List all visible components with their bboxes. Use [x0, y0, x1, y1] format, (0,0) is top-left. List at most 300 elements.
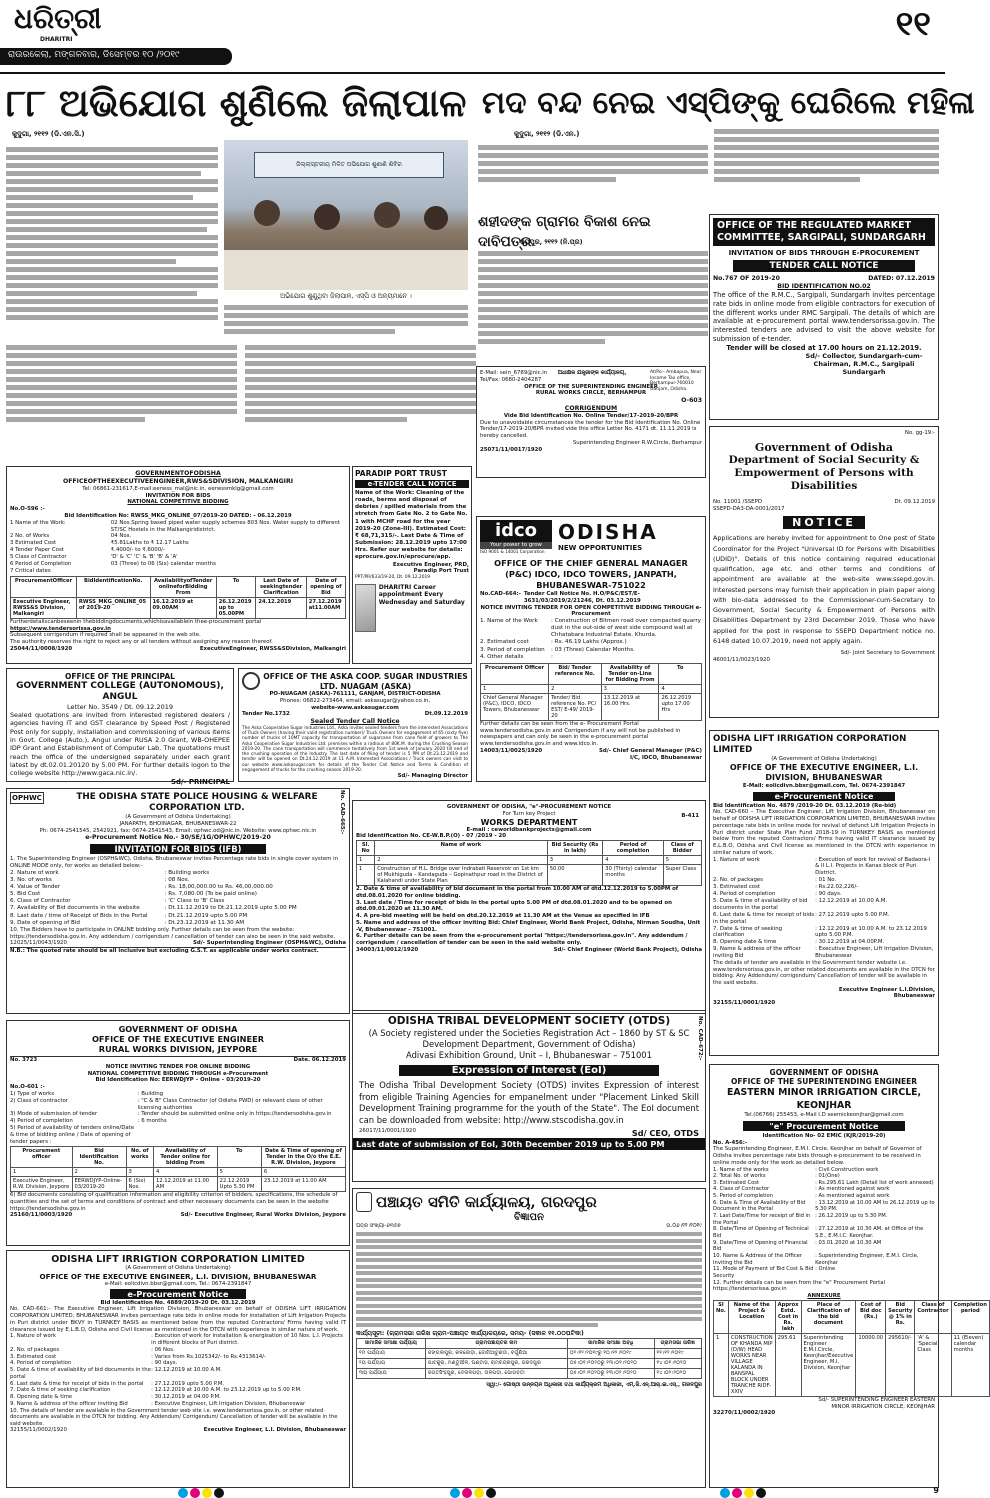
ad-ophwc-rows: [10, 870, 346, 927]
ad-aska-tcn: Sealed Tender Call Notice: [310, 718, 400, 725]
detail-value: : 26.12.2019 up to 5.30 PM.: [815, 1213, 888, 1220]
detail-value: : 90 days.: [151, 1360, 178, 1367]
ad-wd-note-1: 3. Last date / Time for receipt of bids in the portal upto 5.00 PM of dtd.08.01.2020 and to be opened on dtd.09.01.2020 at 11.30 AM.: [356, 899, 672, 913]
ad-wd-note-0: 2. Date & time of availability of bid document in the portal from 10.00 AM of dtd.12.12.2019 to 5.00PM of dtd.08.01.2020 for online bidding.: [356, 886, 679, 899]
ad-ssepd-code: 46001/11/0023/1920: [713, 656, 770, 663]
detail-value: : 03.01.2020 at 10.30 AM: [815, 1239, 882, 1246]
detail-key: 4 Tender Paper Cost: [10, 547, 64, 554]
detail-key: 7 Critical dates: [10, 567, 51, 574]
panchayat-emblem: [356, 1192, 372, 1212]
ad-rws-title: INVITATION FOR BIDS: [145, 492, 211, 499]
ad-rw-tel: Tel/Fax: 0680-2404287: [480, 376, 542, 383]
detail-key: 8. Opening date & time: [713, 939, 777, 946]
ad-paradip-title: e-TENDER CALL NOTICE: [355, 480, 469, 488]
detail-value: : Tender should be submitted online only in https://tendersodisha.gov.in: [137, 1111, 332, 1118]
ad-idco-further: Further details can be seen from the e- Procurement Portal www.tendersodisha.gov.in and Corrigendum if any will not be published in newspapers and can only be seen in the e-procurement portal www.tendersodisha.gov.in and www.idco.in.: [480, 720, 681, 748]
ad-pan-title: ପଞ୍ଚାୟତ ସମିତି କାର୍ଯ୍ୟାଳୟ, ଗରଦପୁର: [376, 1193, 597, 1211]
ad-ophwc-inv: INVITATION FOR BIDS (IFB): [90, 844, 266, 854]
ad-ophwc-note: 10. The Bidders have to participate in ONLINE bidding only. Further details can be seen from the website: https://tendersodisha.gov.in. Any addendum / corrigendum / cancellation of tender can also be seen in the said website.: [10, 926, 336, 940]
ad-aska-addr: PO-NUAGAM (ASKA)-761111, GANJAM, DISTRICT-ODISHA: [269, 691, 441, 697]
detail-row: [10, 1111, 346, 1118]
detail-key: 1 Name of the Work:: [10, 519, 66, 526]
ad-lir-eproc: e-Procurement Notice: [753, 792, 895, 801]
ad-otds-code: 26017/11/0001/1920: [359, 1128, 416, 1134]
detail-key: 4. Period of completion: [10, 1360, 72, 1367]
detail-value: : Dt.11.12.2019 to Dt.21.12.2019 upto 5.00 PM: [164, 905, 297, 912]
detail-row: [713, 1180, 935, 1187]
ad-rw-berhampur: [476, 366, 706, 478]
ad-rmc-body: The office of the R.M.C., Sargipali, Sundargarh invites percentage rate bids in online mode from eligible contractors for execution of the different works under RMC Sargipali. The details of which are available at e-procurement portal www.tendersorissa.gov.in. The interested tenders are advised to visit the above website for submission of e-tender.: [713, 290, 935, 344]
ad-idco: [476, 516, 706, 782]
ad-otds-addr: Adivasi Exhibition Ground, Unit – I, Bhubaneswar – 751001: [406, 1050, 652, 1060]
ad-paradip-career: [355, 584, 469, 632]
detail-row: [10, 1401, 346, 1408]
detail-key: 2. No. of packages: [713, 877, 763, 884]
footer-registration: [0, 1488, 945, 1497]
detail-row: [10, 1118, 346, 1125]
ad-ophwc-sign: Sd/- Superintending Engineer (OSPH&WC), Odisha: [192, 940, 346, 947]
detail-key: 11. Mode of Payment of Bid Cost & Bid Security: [713, 1266, 814, 1279]
ad-emic-sign: Sd/- SUPERINTENDING ENGINEER EASTERN MINOR IRRIGATION CIRCLE, KEONJHAR: [818, 1396, 935, 1410]
detail-value: 'D' & 'C' 'C' & 'B' 'B' & 'A': [110, 554, 178, 561]
ad-rws-office: OFFICEOFTHEEXECUTIVEENGINEER,RWS&SDIVISION, MALKANGIRI: [62, 477, 294, 485]
detail-row: [10, 1360, 346, 1367]
ad-lir-sign: Executive Engineer L.I.Division, Bhubaneswar: [838, 986, 935, 1000]
detail-value: : 06 Nos.: [151, 1346, 175, 1353]
ad-aska-dt: Dt.09.12.2019: [424, 711, 468, 718]
ad-idco-ref: Tender Call Notice No. H.O/P&C/EST/E-3631/03/2019/2/21246, Dt. 03.12.2019: [523, 591, 641, 604]
ad-emic-code: 32270/11/0002/1920: [713, 1410, 776, 1417]
detail-value: : 01(One): [815, 1173, 840, 1180]
detail-value: : Rs.295.61 Lakh (Detail list of work annexed): [815, 1179, 934, 1186]
story-left-bottom: [6, 342, 476, 442]
detail-row: [10, 540, 346, 547]
ad-lil-code: 32155/11/0002/1920: [10, 1427, 67, 1434]
story-right-dateline: କୁଦୁଗା, ୨୧୧୨ (ଡି.ଏନ.): [514, 130, 580, 138]
detail-row: [10, 554, 346, 561]
photo-banner: [254, 152, 444, 178]
ad-rws-table: ProcurementOfficer BidIdentificationNo. AvailabilityofTender onlineforBidding From To Last Date of seekingtender Clarification Date of opening of Bid Executive Engineer, RWSS&S Division, Malkangiri RWSS_MKG_ONLINE_05 of 2019-20 16.12.2019 at 09.00AM 26.12.2019 up to 05.00PM 24.12.2019 27.12.2019 at11.00AM: [10, 576, 346, 619]
detail-value: : 12.12.2019 at 10.00 A.M. to 23.12.2019 upto 5.00 P.M.: [815, 925, 927, 939]
detail-value: : As mentioned against work: [815, 1186, 890, 1193]
detail-key: 3. No. of works: [10, 876, 52, 883]
masthead-logo-sub: DHARITRI: [40, 36, 73, 43]
ad-rwj-ncb: NATIONAL COMPETITIVE BIDDING THROUGH e-Procurement: [87, 1070, 269, 1077]
detail-key: 3. Estimated Cost: [713, 1179, 759, 1186]
ad-emic-eproc: "e" Procurement Notice: [743, 1121, 905, 1131]
ad-otds-last: Last date of submission of EoI, 30th December 2019 up to 5.00 PM: [353, 1138, 705, 1150]
detail-value: : Dt.23.12.2019 at 11.30 AM: [164, 919, 245, 926]
detail-key: 5) Period of availability of tenders online/Date & time of bidding online / Date of opening of tender papers :: [10, 1125, 135, 1146]
ad-emic-annex: ANNEXURE: [807, 1293, 841, 1300]
detail-row: [713, 877, 935, 884]
ad-lil-email: e-Mail: eolicdivn.bbsr@gmail.com, Tel.: 0674-2391847: [104, 1280, 252, 1287]
ad-ophwc-contact: Ph: 0674-2541545, 2542921, fax: 0674-2541543, Email: ophwc.od@nic.in. Website: www.ophwc.nic.in: [39, 827, 317, 834]
ad-ssepd-dept: Department of Social Security & Empowerment of Persons with Disabilities: [728, 453, 920, 492]
ad-rw-jeypore: [6, 1020, 350, 1246]
ad-rwj-office: OFFICE OF THE EXECUTIVE ENGINEER: [91, 1034, 265, 1044]
ad-rwj-table: Procurement officer Bid Identification No. No. of works Availability of Tender online for bidding From To Date & Time of opening of Tender in the O/o the E.E. R.W. Division, Jeypore 1 2 3 4 5 6 Executive Engineer, R.W. Division, Jeypore EERWDJYP-Online-03/2019-20 6 (Six) Nos. 12.12.2019 at 11.00 AM 22.12.2019 Upto 5.30 PM 23.12.2019 at 11.00 AM: [10, 1146, 346, 1192]
ad-emic-title: EASTERN MINOR IRRIGATION CIRCLE, KEONJHAR: [726, 1087, 922, 1111]
detail-key: 5. Bid Cost: [10, 891, 41, 898]
ad-rw-at: At/Po:- Ambapua, Near Income Tax office, Berhampur-760010 Ganjam, Odisha.: [650, 370, 702, 392]
ad-rwj-note: 6) Bid documents consisting of qualification information and eligibility criterion of bidders, specifications, the schedule of quantities and the set of terms and conditions of contract and other necessary documents can be seen in the website https://tendersodisha.gov.in: [10, 1192, 338, 1212]
story-right-subbody: [478, 248, 708, 368]
detail-row: [713, 1186, 935, 1193]
ad-otds-side: No. CAD-672:-: [697, 1016, 703, 1061]
ad-ssepd-body: Applications are hereby invited for appointment to One post of State Coordinator for the Project "Universal ID for Persons with Disabilities (UDID)". Details of this notice containing required educational qualification, age etc. and other terms and conditions of appointment are available at the web-site www.ssepd.gov.in. Interested persons may furnish their application in plain paper along with bio-data addressed to the Commissioner-cum-Secretary to Government, Social Security & Empowerment of Persons with Disabilities Department by 23rd December 2019. Those who have applied for the post in response to SSEPD Department notice no. 6148 dated 10.07.2019, need not apply again.: [713, 534, 935, 645]
detail-row: [713, 857, 935, 878]
detail-key: 2. Total No. of works: [713, 1173, 766, 1180]
ad-rws-code: 25044/11/0008/1920: [10, 645, 73, 652]
ad-wd-gov: GOVERNMENT OF ODISHA, "e"-PROCUREMENT NOTICE: [446, 804, 612, 810]
story-left-photo-caption: ଅଭିଯୋଗ ଶୁଣୁଥିବା ଜିଲାପାଳ, ଏସ୍‌ପି ଓ ଅନ୍ୟମାନେ ।: [280, 292, 412, 300]
ad-otds-eoi: Expression of Interest (EoI): [399, 1065, 659, 1076]
ad-rw-office-odia: ଅଧୀକ୍ଷକ ଯନ୍ତ୍ରୀଙ୍କ କାର୍ଯ୍ୟାଳୟ,: [557, 370, 627, 376]
ad-rw-cor: CORRIGENDUM: [564, 404, 618, 412]
detail-row: [10, 1387, 346, 1394]
ad-ssepd: [709, 426, 939, 718]
detail-row: [10, 1333, 346, 1347]
ad-aska-phones: Phones: 06822-273464, email: askasugar@yahoo.co.in,: [279, 697, 431, 704]
detail-key: 4. Class of Contractor: [713, 1186, 770, 1193]
detail-row: [713, 939, 935, 946]
detail-key: 9. Date of opening of Bid: [10, 919, 80, 926]
ad-lir-office: OFFICE OF THE EXECUTIVE ENGINEER, L.I. DIVISION, BHUBANESWAR: [729, 762, 919, 782]
detail-value: : 08 Nos.: [164, 876, 190, 883]
detail-row: [10, 920, 346, 927]
detail-row: [713, 1167, 935, 1174]
story-left-dateline: କୁଦୁଗା, ୨୧୧୨ (ଡି.ଏନ.ସି.): [12, 130, 85, 138]
ad-lil-sub: (A Government of Odisha Undertaking): [125, 1265, 231, 1271]
career-image: [355, 584, 376, 632]
ad-rwj-gov: GOVERNMENT OF ODISHA: [118, 1024, 238, 1034]
ad-aska-title: OFFICE OF THE ASKA COOP. SUGAR INDUSTRIES LTD. NUAGAM (ASKA): [263, 672, 468, 691]
ad-ssepd-ref-top: No. gg-19:-: [904, 430, 935, 436]
ad-ophwc-nb: N.B.: The quoted rate should be all inclusive but excluding G.S.T. as applicable under works contract.: [10, 947, 346, 955]
detail-row: [713, 926, 935, 940]
detail-key: 8. Last date / time of Receipt of Bids in the Portal: [10, 912, 148, 919]
detail-row: [713, 1193, 935, 1200]
ad-rwj-code: 25160/11/0003/1920: [10, 1212, 73, 1219]
ad-rmc-no: No.767 OF 2019-20: [713, 275, 780, 282]
detail-value: : Construction of Bitmen road over compacted quarry dust in the out-side of west side compound wall at Chhatabara Industrial Estate, Khurda.: [551, 618, 701, 639]
detail-key: 2. No. of packages: [10, 1346, 60, 1353]
odisha-logo: ODISHA NEW OPPORTUNITIES: [558, 520, 658, 552]
detail-value: : Execution of work for revival of Badaora-I & II L.I. Projects in Kanas block of Puri District.: [815, 856, 931, 877]
ad-aska-tno: Tender No.1732: [242, 711, 290, 718]
ad-otds-sign: Sd/ CEO, OTDS: [631, 1128, 699, 1138]
ophwc-logo: OPHWC: [12, 794, 42, 802]
ad-rw-office: OFFICE OF THE SUPERINTENDING ENGINEER: [524, 383, 658, 390]
detail-row: [10, 568, 346, 575]
detail-row: [713, 891, 935, 898]
detail-row: [480, 647, 702, 654]
ad-lil-bid: Bid Identification No. 4889/2019-20 Dt. 03.12.2019: [100, 1299, 256, 1306]
detail-key: 9. Name & address of the officer inviting Bid: [10, 1400, 128, 1407]
ad-wd-ref: B-411: [681, 813, 699, 819]
ad-rw-sign: Superintending Engineer R.W.Circle, Berhampur: [572, 439, 702, 446]
ad-ssepd-dt: Dt. 09.12.2019: [894, 498, 935, 505]
ad-wd-title: WORKS DEPARTMENT: [480, 817, 578, 827]
ad-lil-sign: Executive Engineer, L.I. Division, Bhubaneswar: [203, 1427, 346, 1434]
ad-rmc-title: OFFICE OF THE REGULATED MARKET COMMITTEE, SARGIPALI, SUNDARGARH: [713, 218, 935, 246]
ad-rws-gov: GOVERNMENTOFODISHA: [135, 470, 221, 477]
ad-aska-sign: Sd/- Managing Director: [397, 773, 468, 780]
footer-page-small: 9: [933, 1486, 939, 1495]
detail-row: [480, 654, 702, 661]
detail-row: [10, 898, 346, 905]
ad-ophwc-title: THE ODISHA STATE POLICE HOUSING & WELFARE CORPORATION LTD.: [76, 792, 318, 813]
ad-lir-rows: [713, 857, 935, 961]
ad-ophwc-intro: 1. The Superintending Engineer (OSPH&WC), Odisha, Bhubaneswar invites Percentage rate bids in single cover system in ONLINE MODE only, for works as detailed below:-: [10, 856, 339, 869]
ad-rws-sign: ExecutiveEngineer, RWSS&SDivision, Malkangiri: [199, 645, 346, 652]
detail-value: : 13.12.2019 at 10.00 AM to 26.12.2019 up to 5.30 PM.: [815, 1199, 935, 1213]
detail-value: : 27.12.2019 upto 5.00 P.M.: [151, 1380, 225, 1387]
detail-row: [10, 1091, 346, 1098]
ad-rw-email: E-Mail: sein_6789@nic.in: [480, 370, 548, 376]
ad-rws-url[interactable]: https://www.tendersorissa.gov.in: [10, 625, 111, 632]
detail-value: ₹.4000/- to ₹.6000/-: [110, 547, 165, 554]
ad-paradip-sign2: Paradip Port Trust: [413, 568, 469, 575]
detail-value: : 27.12.2019 at 10.30 AM. at Office of the S.E., E.M.I.C. Keonjhar.: [815, 1226, 924, 1240]
photo-banner-text: ଜିଲ୍ଲାସ୍ତରୀୟ ମିଳିତ ଅଭିଯୋଗ ଶୁଣାଣି ଶିବିର: [296, 161, 402, 168]
ad-idco-title: OFFICE OF THE CHIEF GENERAL MANAGER (P&C) IDCO, IDCO TOWERS, JANPATH, BHUBANESWAR-751022: [494, 558, 688, 590]
detail-value: :: [551, 653, 553, 660]
detail-row: [713, 1200, 935, 1213]
ad-rmc-bid: BID IDENTIFICATION NO.02: [777, 282, 871, 290]
idco-logo: idco Your power to grow ISO 9001 & 14001 Corporation: [480, 520, 552, 554]
ad-wd-note-3: 5. Name and address of the officer inviting Bid: Chief Engineer, World Bank Project, Odisha, Nirman Soudha, Unit -V, Bhubaneswar - 751001.: [356, 919, 701, 933]
detail-row: [10, 1367, 346, 1381]
detail-key: 3 Estimated Cost: [10, 540, 57, 547]
ad-idco-sub: NOTICE INVITING TENDER FOR OPEN COMPETITIVE BIDDING THROUGH e-Procurement: [480, 604, 702, 618]
ad-emic-office: OFFICE OF THE SUPERINTENDING ENGINEER: [730, 1077, 918, 1086]
career-text: DHARITRI Career appointment Every Wednesday and Saturday: [378, 583, 465, 607]
ad-emic-further: 12. Further details can be seen from the "e" Procurement Portal https://tendersorissa.gov.in: [713, 1279, 886, 1293]
ad-rmc-sign: Sd/- Collector, Sundargarh-cum-Chairman, R.M.C., Sargipali Sundargarh: [805, 351, 923, 376]
detail-key: 1) Type of works: [10, 1090, 55, 1097]
ad-gc-letter: Letter No. 3549 / Dt. 09.12.2019: [67, 703, 173, 711]
ad-lir-email: E-Mail: eolicdivn.bbsr@gmail.com, Tel. 0674-2391847: [742, 782, 906, 789]
ad-gc-sign: Sd/- PRINCIPAL: [170, 777, 230, 786]
ad-otds: [352, 1010, 706, 1182]
masthead-rule: [0, 72, 945, 74]
ad-rw-ref: O-603: [681, 397, 702, 404]
detail-key: 6. Class of Contractor: [10, 898, 71, 905]
ad-pan-body: [356, 1232, 702, 1327]
ad-gc-title1: OFFICE OF THE PRINCIPAL: [65, 672, 175, 681]
detail-value: : 12.12.2019 at 10.00 A.M.: [815, 897, 888, 904]
ad-idco-sign: Sd/- Chief General Manager (P&C) I/C, IDCO, Bhubaneswar: [598, 747, 702, 761]
ad-rws-tel: Tel: 06861-231617,E-mail:eerwss_mal@nic.in, eerwssmklg@gmail.com: [82, 485, 274, 492]
ad-lir-body: No. CAD-660 – The Executive Engineer, Lift Irrigation Division, Bhubaneswar on behalf of ODISHA LIFT IRRIGATION CORPORATION LIMITED, BHUBANESWAR invites percentage rate bids in online mode for revival of defunct Lift Irrigation Projects in Puri district under State Plan Fund 2018-19 in TURNKEY BASIS as mentioned below from the reputed Contractors/ Firms having valid IT clearance issued by E.L.B.O, Odisha and Civil license as mentioned in the DTCN with experience in similar nature of work.: [713, 809, 936, 856]
ad-gc-title2: GOVERNMENT COLLEGE (AUTONOMOUS), ANGUL: [16, 681, 224, 702]
detail-value: : 6 months: [137, 1118, 167, 1125]
ad-rmc-dated: DATED: 07.12.2019: [868, 275, 935, 282]
detail-row: [713, 1173, 935, 1180]
detail-value: : Execution of work for installation & energisation of 10 Nos. L.I. Projects in different blocks of Puri district.: [151, 1333, 343, 1347]
detail-value: : 'C' Class to 'B' Class: [164, 898, 225, 905]
ad-panchayat: [352, 1188, 706, 1488]
detail-key: 2. Estimated cost: [480, 639, 529, 646]
ad-rws-rows: [10, 520, 346, 575]
detail-row: [713, 1213, 935, 1226]
ad-emic-no: No. A-456:-: [713, 1139, 748, 1146]
detail-key: 5. Date & time of availability of bid documents in the portal: [713, 897, 808, 911]
ad-rwj-no: No. 3723: [10, 1057, 38, 1063]
detail-row: [713, 1253, 935, 1266]
ad-wd-note-4: 6. Further details can be seen from the e-procurement portal "https://tendersorissa.gov.in". Any addendum / corrigendum / cancellation of tender can be seen in the said website only.: [356, 933, 688, 946]
detail-key: 4. Value of Tender: [10, 884, 61, 890]
ad-lil-footer: 10. The details of tender are available in the Government tender web site i.e. www.tendersorissa.gov.in, or other related documents are available in the DTCN for bidding. Any Addendum/ Corrigendum/ Cancellation of tender will be available in the said website.: [10, 1407, 338, 1427]
ad-lil-rows: [10, 1333, 346, 1407]
detail-row: [713, 946, 935, 960]
ad-rwj-sign: Sd/- Executive Engineer, Rural Works Division, Jeypore: [180, 1212, 346, 1219]
story-right-headline: ମଦ ବନ୍ଦ ନେଇ ଏସ୍‌ପିଙ୍କୁ ଘେରିଲେ ମହିଳା: [482, 85, 975, 121]
detail-row: [713, 912, 935, 926]
ad-lil-eproc: e-Procurement Notice: [110, 1289, 246, 1299]
ad-idco-code: 14003/11/0025/1920: [480, 747, 543, 754]
detail-row: [10, 884, 346, 891]
detail-key: 5. Date & time of availability of bid documents in the portal: [10, 1367, 151, 1380]
detail-value: : As mentioned against work: [815, 1193, 890, 1200]
ad-pan-sign: ସ୍ୱା:/- ଗୋଷ୍ଠୀ ଉନ୍ନୟନ ଅଧିକାରୀ ତଥା କାର୍ଯ୍ୟକ୍ରମ ଅଧିକାରୀ, ଏମ୍.ଜି.ଏନ୍.ଆର୍.ଇ.ଏସ୍., ଗରଦପୁର: [486, 1381, 702, 1388]
ad-lir-sub: (A Government of Odisha Undertaking): [771, 756, 877, 762]
ad-paradip-body: Name of the Work: Cleaning of the roads, berms and disposal of debries / spilled materials from the stretch from Gate No. 2 to Gate No. 1 with MCHF road for the year 2019-20 (Zone-III). Estimated Cost: ₹ 68,71,315/-. Last Date & Time of Submission: 28.12.2019 upto 17:00 Hrs. Refer our website for details: eprocure.gov.in/eprocure/app.: [355, 490, 468, 561]
detail-row: [713, 1226, 935, 1239]
story-left: [6, 80, 476, 342]
ad-otds-sub: (A Society registered under the Societies Registration Act – 1860 by ST & SC Development Department, Government of Odisha): [368, 1028, 690, 1049]
detail-key: 6. Last date & time for receipt of bids in the portal: [713, 911, 815, 925]
detail-key: 5 Class of Contractor: [10, 554, 67, 561]
ad-lil-office: OFFICE OF THE EXECUTIVE ENGINEER, L.I. DIVISION, BHUBANESWAR: [39, 1271, 317, 1281]
detail-value: ₹5.81Lakhs to ₹ 12.17 Lakhs: [110, 540, 189, 547]
detail-row: [10, 1125, 346, 1146]
detail-value: : Online: [815, 1266, 836, 1273]
detail-row: [10, 561, 346, 568]
story-right-subdateline: ଜୟପୁର, ୨୧୧୨ (ନି.ପ୍ର): [520, 238, 583, 246]
ad-rw-office2: RURAL WORKS CIRCLE, BERHAMPUR: [535, 390, 647, 397]
detail-row: [713, 1266, 935, 1279]
detail-value: : Executive Engineer, Lift Irrigation Division, Bhubaneswar: [151, 1400, 306, 1407]
ad-emic-intro: The Superintending Engineer, E.M.I. Circle, Keonjhar on behalf of Governor of Odisha invites percentage rate bids through e-procurement to be received in online mode only for the work as detailed below.: [713, 1146, 922, 1166]
ad-lir-bid: Bid Identification No. 4879 /2019-20 Dt. 03.12.2019 (Re-bid): [713, 802, 897, 809]
detail-row: [480, 639, 702, 646]
ad-wd-sub: For Turn key Project: [502, 810, 556, 817]
detail-row: [713, 1240, 935, 1253]
detail-row: [10, 877, 346, 884]
ad-emic-rows: [713, 1167, 935, 1280]
detail-key: 3. Estimated cost: [10, 1353, 57, 1360]
detail-value: : 01 No.: [815, 877, 837, 884]
ad-rws-note3: The authority reserves the right to reject any or all tenders without assigning any reason thereof.: [10, 639, 273, 646]
ad-emic-gov: GOVERNMENT OF ODISHA: [769, 1068, 879, 1077]
detail-value: : Varies from Rs.1025342/- to Rs.4313614/-: [151, 1353, 266, 1360]
detail-key: 6. Last date & time for receipt of bids in the portal: [10, 1380, 144, 1387]
ad-rws-bid: Bid Identification No: RWSS_MKG_ONLINE_07/2019-20 DATED: - 06.12.2019: [64, 512, 292, 519]
detail-value: : Executive Engineer, Lift Irrigation Division, Bhubaneswar: [815, 946, 934, 960]
detail-value: 03 (Three) to 06 (Six) calendar months: [110, 561, 216, 568]
detail-value: : Building works: [164, 869, 210, 876]
ad-rws-sub: NATIONAL COMPETITIVE BIDDING: [127, 499, 229, 506]
detail-key: 1. Name of the works: [713, 1166, 769, 1173]
ad-lir-code: 32155/11/0001/1920: [713, 1000, 776, 1007]
masthead-logo: ଧରିତ୍ରୀ: [14, 2, 102, 35]
detail-row: [10, 547, 346, 554]
detail-row: [713, 898, 935, 912]
detail-value: : 30.12.2019 at 04.00P.M.: [815, 939, 885, 946]
ad-paradip: [352, 466, 472, 664]
detail-key: 2. Nature of work: [10, 869, 59, 876]
story-left-body: [6, 144, 218, 334]
detail-value: : Civil Construction work: [815, 1166, 879, 1173]
detail-key: 7. Availability of Bid documents in the website: [10, 905, 140, 912]
detail-value: : 27.12.2019 upto 5.00 P.M.: [815, 911, 890, 918]
ad-rmc-tcn: TENDER CALL NOTICE: [733, 260, 915, 272]
detail-row: [10, 1098, 346, 1112]
ad-ophwc: [6, 788, 350, 1014]
ad-emic-table: Sl No. Name of the Project & Location Approx Estd. Cost in Rs. lakh Place of Clarification of the bid document Cost of Bid doc (Rs.) Bid Security @ 1% in Rs. Class of Contractor Completion period 1 CONSTRUCTION OF KHANDA MIP (D/W) HEAD WORKS NEAR VILLAGE KALANDA IN BANSPAL BLOCK UNDER TRANCHE RIDF- XXIV 295.61 Superintending Engineer E.M.I.Circle, Keonjhar/Executive Engineer, M.I. Division, Keonjhar 10000.00 295610/- 'A' & 'Special' Class 11 (Eleven) calendar months: [713, 1300, 990, 1397]
detail-value: : 12.12.2019 at 10.00 A.M. to 23.12.2019 up to 5.00 P.M.: [151, 1387, 302, 1394]
ad-idco-table: Procurement Officer Bid/ Tender reference No. Availability of Tender on-Line for Bidding From To 1 2 3 4 Chief General Manager (P&C), IDCO, IDCO Towers, Bhubaneswar Tender/ Bid reference No. PC/ EST/ E-49/ 2019-20 13.12.2019 at 16.00 Hrs. 26.12.2019 upto 17.00 Hrs: [480, 663, 702, 721]
ad-rmc-close: Tender will be closed at 17.00 hours on 21.12.2019.: [726, 343, 922, 352]
detail-key: 2) Class of contractor: [10, 1097, 68, 1104]
detail-row: [10, 870, 346, 877]
detail-value: [111, 568, 346, 575]
ad-pan-sched: କାର୍ଯ୍ୟସୂଚୀ: (ଗ୍ରାମସଭା ତାରିଖ ଗ୍ରାମ-ପଞ୍ଚାୟତ କାର୍ଯ୍ୟାଳୟରେ, ସମୟ- (ସକାଳ ୧୧.୦୦ଘଟିକା): [356, 1329, 584, 1337]
ad-ssepd-notice: NOTICE: [783, 516, 865, 529]
ad-rmc-sub: INVITATION OF BIDS THROUGH E-PROCUREMENT: [728, 249, 920, 257]
detail-key: 7. Last Date/Time for receipt of Bid in the Portal: [713, 1213, 811, 1226]
ad-wd-code: 34003/11/0012/1920: [356, 946, 419, 953]
detail-row: [10, 520, 346, 534]
detail-key: 4) Period of completion: [10, 1118, 73, 1125]
ad-rwj-o601: No.O-601 :-: [10, 1084, 45, 1090]
story-left-body-2: [224, 302, 468, 340]
ad-emic-tel: Tel.(06766) 255453, e-Mail I.D seemickeonjhar@gmail.com: [744, 1112, 904, 1118]
detail-key: 2 No. of Works: [10, 533, 50, 540]
ad-rws-note2: Subsequent corrigendum if required shall be appeared in the web site.: [10, 632, 201, 639]
detail-row: [10, 1354, 346, 1361]
ad-ssepd-no2: SSEPD-DA3-DA-0001/2017: [713, 505, 785, 512]
detail-key: 6 Period of Completion: [10, 561, 72, 568]
ad-emic: [709, 1064, 987, 1488]
ad-pan-no: ପତ୍ର ସଂଖ୍ୟା-୬୩୫୭: [356, 1223, 401, 1229]
ad-lil-body: No. CAD-661:- The Executive Engineer, Lift Irrigation Division, Bhubaneswar on behalf of ODISHA LIFT IRRIGATION CORPORATION LIMITED, BHUBANESWAR invites percentage rate bids in online mode for installation of Lift Irrigation Projects in Puri district under BKVY in TURNKEY BASIS as mentioned below from the reputed Contractors/ Firms having valid IT clearance issued by E.L.B.O, Odisha and Civil license as mentioned in the DTCN with experience in similar nature of work.: [10, 1306, 346, 1333]
ad-wd-table: Sl. No Name of work Bid Security (Rs in lakh) Period of completion Class of Bidder 1 2 3 4 5 1 Construction of H.L. Bridge over Indrabati Reservoir on 1st km of Mukhiguda – Kandaguda – Gopinathpur road in the District of Kalahandi under State Plan 50.00 30 (Thirty) calendar months Super Class: [356, 840, 702, 886]
photo-table: [224, 250, 468, 290]
detail-value: : 90 days.: [815, 891, 842, 898]
story-right-body-2: [714, 126, 939, 216]
ad-gc-body: Sealed quotations are invited from interested registered dealers / agencies having IT and GST clearance by Speed Post / Registered Post only for supply, installation and commissioning of various items in Govt. College (Auto.), Angul under RUSA 2.0 Grant, WB-OHEPEE IDP Grant and Establishment of Computer Lab. The quotations must reach the office of the undersigned separately under each grant latest by dt.02.01.20120 by 5.00 PM. For further details logon to the college website http://www.gaca.nic.in/.: [10, 711, 230, 778]
ad-rwj-nit: NOTICE INVITING TENDER FOR ONLINE BIDDING: [105, 1063, 251, 1070]
ad-rmc: [709, 214, 939, 420]
ad-rwj-div: RURAL WORKS DIVISION, JEYPORE: [98, 1044, 258, 1054]
detail-value: : 03 (Three) Calendar Months.: [551, 646, 635, 653]
detail-key: 4. Period of completion: [713, 891, 776, 898]
aska-logo: [242, 672, 260, 690]
ad-govt-college: [6, 668, 234, 786]
ad-lift-irrigation-right: [709, 730, 939, 1056]
ad-rws-no: No.O-596 :-: [10, 506, 45, 513]
detail-key: 3) Mode of submission of tender: [10, 1111, 98, 1118]
story-right-body: [478, 142, 708, 206]
ad-ophwc-addr: JANAPATH, BHOINAGAR, BHUBANESWAR-22: [119, 820, 237, 827]
detail-key: 10. Name & Address of the Officer Inviting the Bid: [713, 1253, 802, 1266]
ad-rwj-rows: [10, 1091, 346, 1146]
ad-aska-web: website-www.askasugar.com: [311, 704, 399, 711]
